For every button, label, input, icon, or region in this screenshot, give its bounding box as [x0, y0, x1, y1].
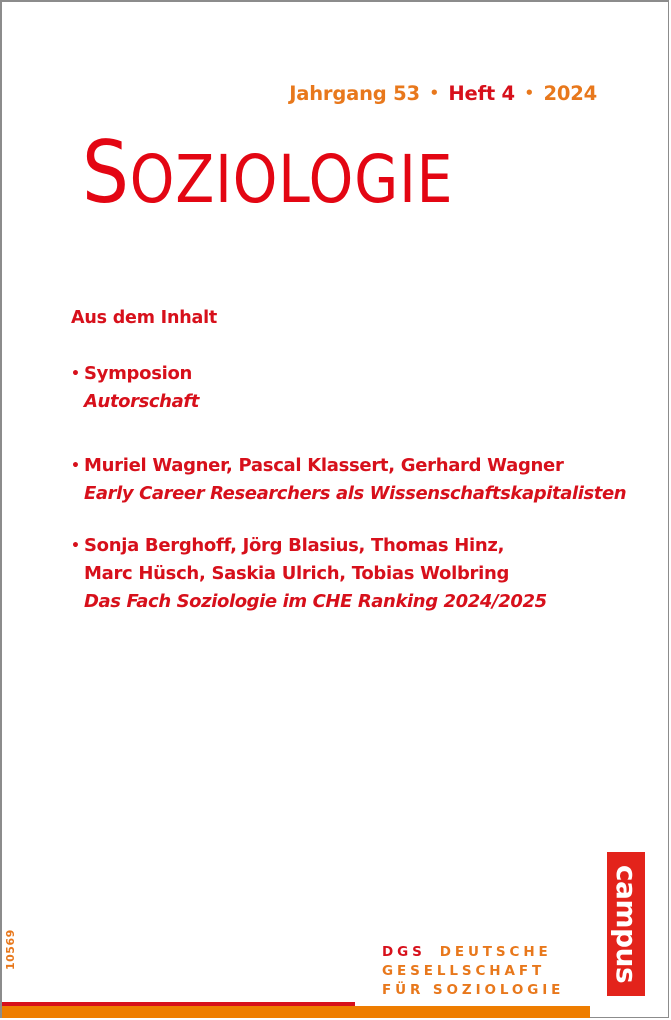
- contents-item: [71, 452, 631, 508]
- bullet-icon: •: [71, 458, 80, 474]
- issue-number: Heft 4: [448, 82, 515, 105]
- item-heading: Symposion: [84, 363, 193, 384]
- society-line3: FÜR SOZIOLOGIE: [382, 982, 565, 998]
- item-authors: Sonja Berghoff, Jörg Blasius, Thomas Hinz,: [84, 535, 505, 556]
- spine-code: 10569: [4, 929, 17, 970]
- orange-accent-bar: [2, 1006, 590, 1018]
- bullet-icon: •: [71, 538, 80, 554]
- item-subtitle: Das Fach Soziologie im CHE Ranking 2024/2025: [84, 591, 547, 612]
- title-initial: S: [82, 123, 130, 223]
- publisher-logo: [607, 852, 645, 996]
- year: 2024: [543, 82, 597, 105]
- bullet-icon: •: [71, 366, 80, 382]
- society-logo: [382, 943, 564, 1000]
- separator-dot: •: [429, 84, 439, 102]
- contents-item: [71, 532, 631, 616]
- title-rest: OZIOLOGIE: [129, 141, 454, 218]
- item-authors: Marc Hüsch, Saskia Ulrich, Tobias Wolbring: [84, 563, 510, 584]
- item-subtitle: Early Career Researchers als Wissenschaftskapitalisten: [84, 483, 627, 504]
- item-authors: Muriel Wagner, Pascal Klassert, Gerhard Wagner: [84, 455, 564, 476]
- publisher-name: campus: [610, 864, 643, 984]
- table-of-contents: [71, 308, 627, 612]
- society-abbr: DGS: [382, 944, 426, 960]
- volume: Jahrgang 53: [289, 82, 420, 105]
- journal-title: [82, 123, 454, 225]
- separator-dot: •: [524, 84, 534, 102]
- contents-label: Aus dem Inhalt: [71, 308, 218, 328]
- contents-item: [71, 360, 631, 416]
- issue-info: [289, 82, 597, 105]
- society-line1: DEUTSCHE: [439, 944, 552, 960]
- item-subtitle: Autorschaft: [84, 391, 199, 412]
- society-line2: GESELLSCHAFT: [382, 963, 546, 979]
